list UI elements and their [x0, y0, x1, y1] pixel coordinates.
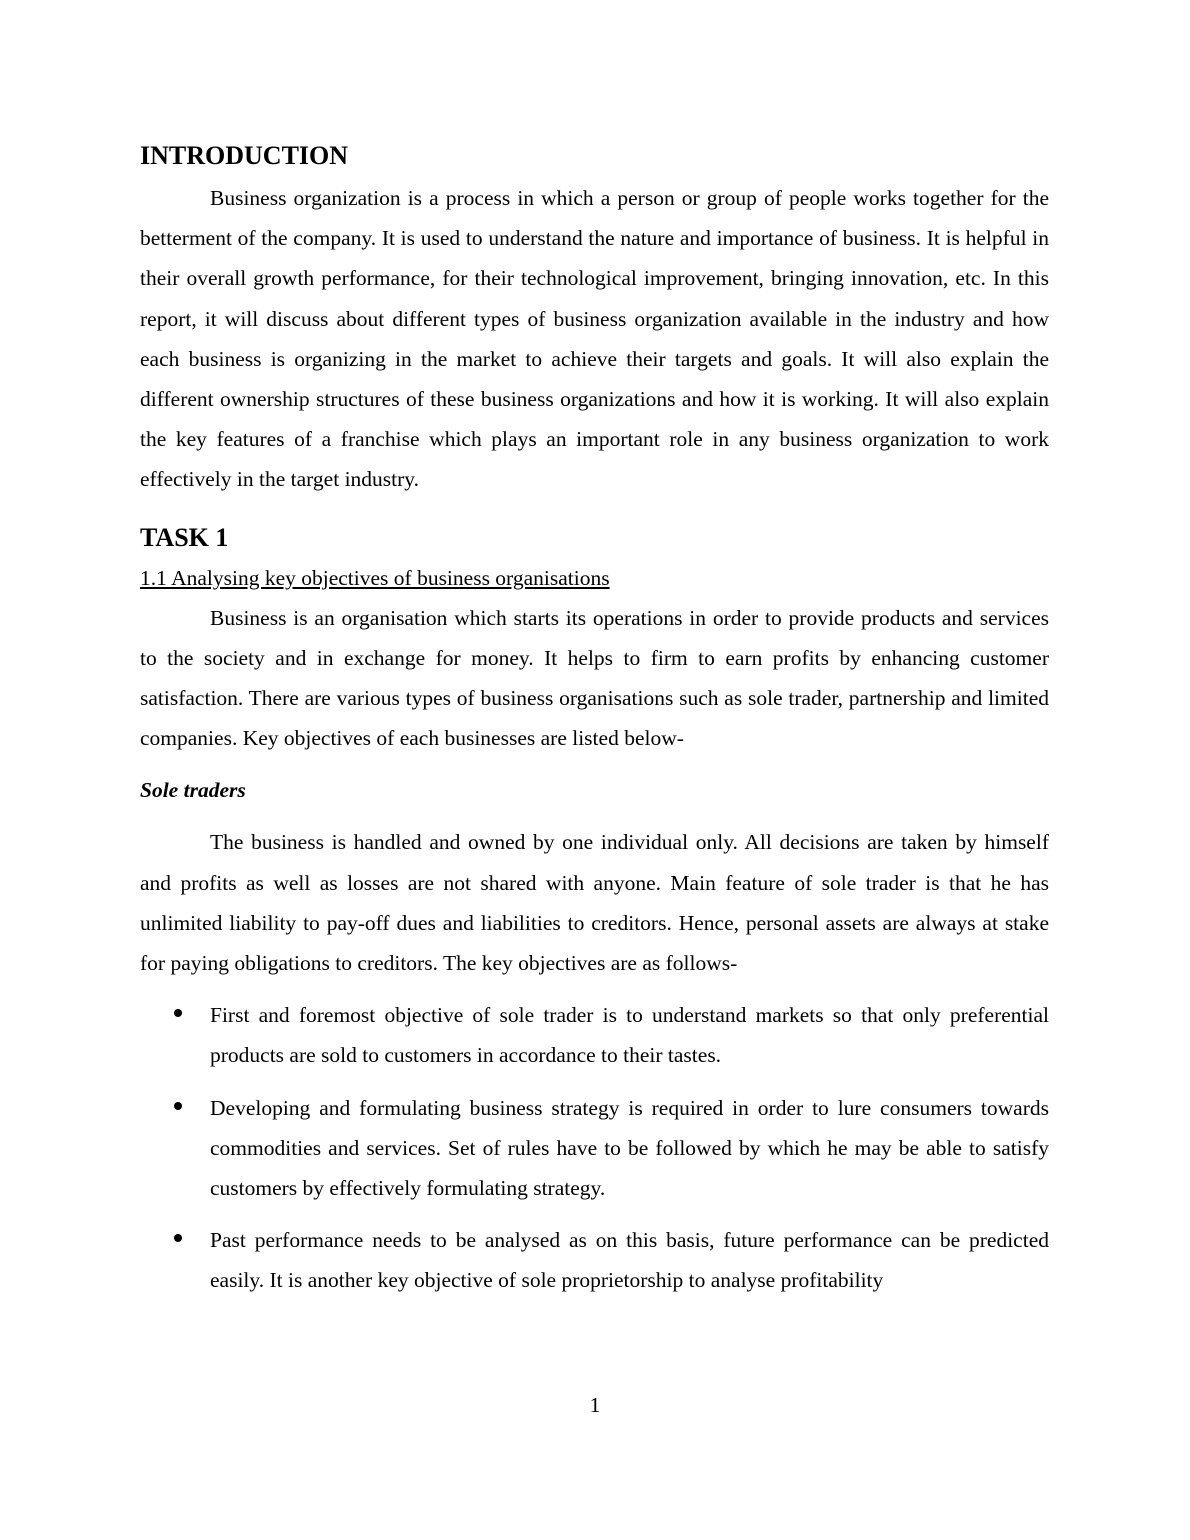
sole-traders-heading: Sole traders: [140, 778, 246, 803]
list-item: [140, 1220, 1049, 1300]
document-page: [140, 138, 1049, 1313]
sole-traders-paragraph: The business is handled and owned by one individual only. All decisions are taken by himself and profits as well as losses are not shared with anyone. Main feature of sole trader is that he has unlimited liability to pay-off dues and liabilities to creditors. Hence, personal assets are always at stake for paying obligations to creditors. The key objectives are as follows-: [140, 830, 1049, 976]
introduction-heading: INTRODUCTION: [140, 141, 349, 170]
subsection-title: 1.1 Analysing key objectives of business organisations: [140, 565, 610, 590]
page-number: 1: [589, 1393, 601, 1417]
objectives-list: [140, 995, 1049, 1300]
introduction-paragraph: Business organization is a process in which a person or group of people works together for the betterment of the company. It is used to understand the nature and importance of business. It is helpful in their overall growth performance, for their technological improvement, bringing innovation, etc. In this report, it will discuss about different types of business organization available in the industry and how each business is organizing in the market to achieve their targets and goals. It will also explain the different ownership structures of these business organizations and how it is working. It will also explain the key features of a franchise which plays an important role in any business organization to work effectively in the target industry.: [140, 186, 1049, 492]
bullet-icon: [174, 1234, 182, 1242]
list-item-text: Past performance needs to be analysed as on this basis, future performance can be predicted easily. It is another key objective of sole proprietorship to analyse profitability: [210, 1228, 1049, 1293]
bullet-icon: [174, 1102, 182, 1110]
list-item-text: First and foremost objective of sole trader is to understand markets so that only preferential products are sold to customers in accordance to their tastes.: [210, 1003, 1049, 1068]
list-item: [140, 995, 1049, 1075]
task1-paragraph: Business is an organisation which starts its operations in order to provide products and services to the society and in exchange for money. It helps to firm to earn profits by enhancing customer satisfaction. There are various types of business organisations such as sole trader, partnership and limited companies. Key objectives of each businesses are listed below-: [140, 605, 1049, 751]
list-item: [140, 1088, 1049, 1209]
task1-heading: TASK 1: [140, 522, 229, 552]
bullet-icon: [174, 1009, 182, 1017]
list-item-text: Developing and formulating business strategy is required in order to lure consumers towards commodities and services. Set of rules have to be followed by which he may be able to satisfy customers by effectively formulating strategy.: [210, 1095, 1049, 1201]
